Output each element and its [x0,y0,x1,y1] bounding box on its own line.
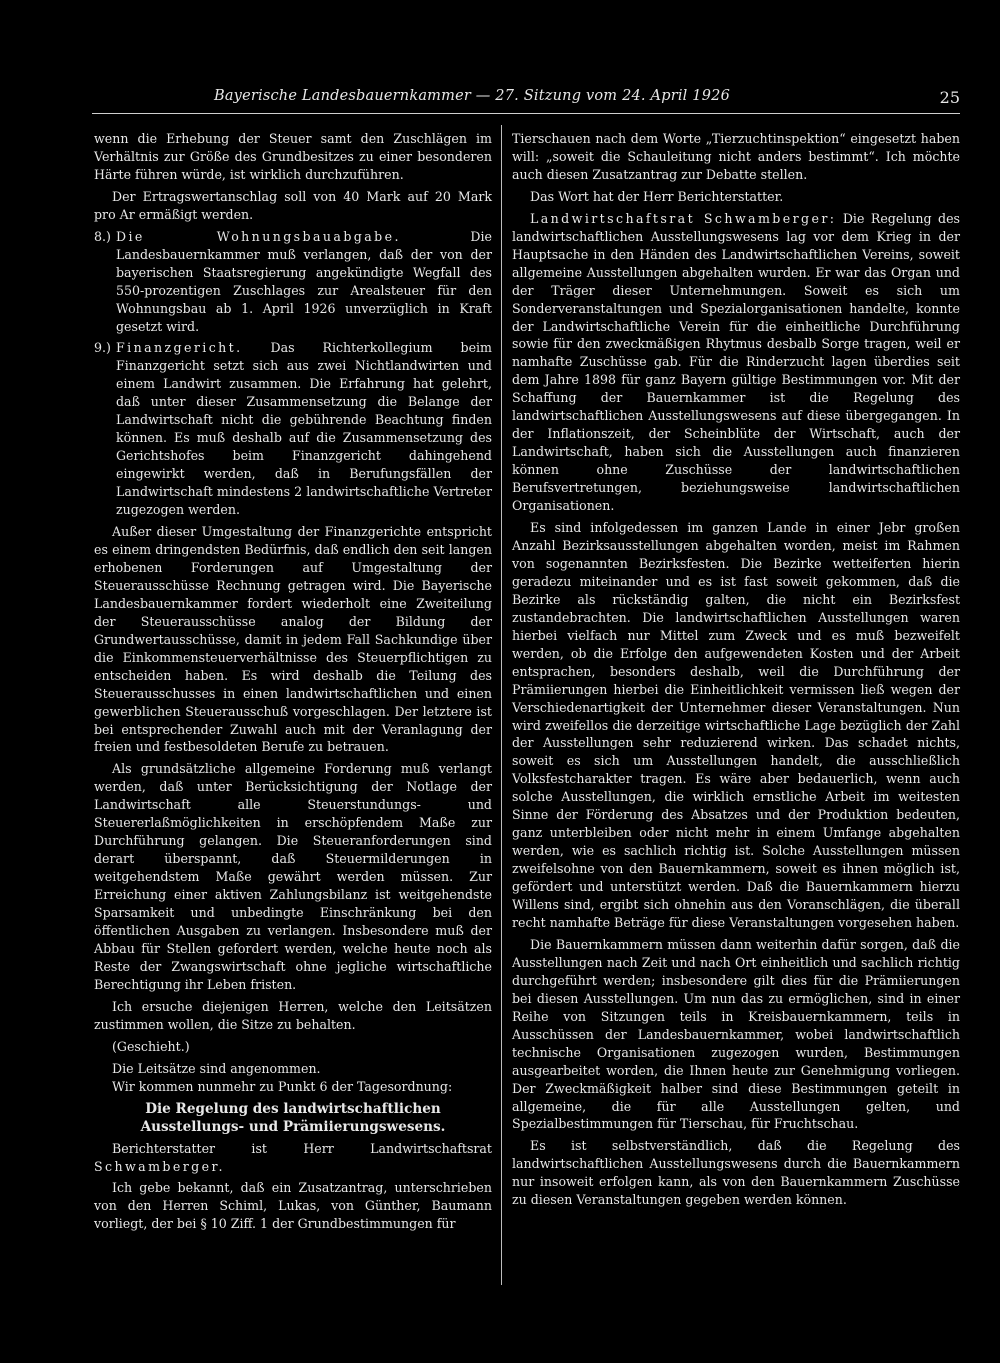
paragraph: Ich ersuche diejenigen Herren, welche den Leitsätzen zustimmen wollen, die Sitze zu behalten. [94,998,492,1032]
right-column [512,130,960,1213]
header-rule [92,113,960,114]
paragraph: (Geschieht.) [112,1038,190,1054]
item-lead: Die Wohnungsbauabgabe. [116,228,401,244]
paragraph: Wir kommen nunmehr zu Punkt 6 der Tagesordnung: [112,1078,453,1094]
page-number: 25 [939,88,960,107]
item-lead: Finanzgericht. [116,340,243,356]
item-body [116,228,492,336]
text-run: Die Regelung des landwirtschaftlichen Ausstellungswesens lag vor dem Krieg in der Hauptsache in den Händen des Landwirtschaftlichen Vereins, soweit allgemeine Ausstellungen abgehalten wurden. Er war das Organ und der Träger dieser Unternehmungen. Soweit es sich um Sonderveranstaltungen und Spezialorganisationen handelte, konnte der Landwirtschaftliche Verein für die einheitliche Durchführung sowie für den zweckmäßigen Rhytmus desbalb Sorge tragen, weil er namhafte Zuschüsse gab. Für die Rinderzucht lagen überdies seit dem Jahre 1898 für ganz Bayern gültige Bestimmungen vor. Mit der Schaffung der Bauernkammer ist die Regelung des landwirtschaftlichen Ausstellungswesens auf diese übergegangen. In der Inflationszeit, der Scheinblüte der Wirtschaft, auch der Landwirtschaft, haben sich die Ausstellungen auch finanzieren können ohne Zuschüsse der landwirtschaftlichen Berufsvertretungen, beziehungsweise landwirtschaftlichen Organisationen. [512,210,960,514]
paragraph: Die Bauernkammern müssen dann weiterhin dafür sorgen, daß die Ausstellungen nach Zeit und nach Ort einheitlich und sachlich richtig durchgeführt werden; insbesondere gilt dies für die Prämiierungen bei diesen Ausstellungen. Um nun das zu ermöglichen, sind in einer Reihe von Sitzungen teils in Kreisbauernkammern, teils in Ausschüssen der Landesbauernkammer, wobei landwirtschaftlich technische Organisationen zugezogen wurden, Bestimmungen ausgearbeitet worden, die Ihnen heute zur Genehmigung vorliegen. Der Zweckmäßigkeit halber sind diese Bestimmungen geteilt in allgemeine, die für alle Ausstellungen gelten, und Spezialbestimmungen für Tierschau, für Fruchtschau. [512,936,960,1132]
item-number: 8.) [94,228,111,244]
list-item-9 [94,339,492,519]
list-item-8 [94,228,492,336]
paragraph: Es sind infolgedessen im ganzen Lande in einer Jebr großen Anzahl Bezirksausstellungen abgehalten worden, meist im Rahmen von sogenannten Bezirksfesten. Die Bezirke wetteiferten hierin geradezu miteinander und es ist fast soweit gekommen, daß die Bezirke als rückständig galten, die nicht ein Bezirksfest zustandebrachten. Die landwirtschaftlichen Ausstellungen waren hierbei vielfach nur Mittel zum Zweck und es muß bezweifelt werden, ob die Erfolge den aufgewendeten Kosten und der Arbeit entsprachen, besonders deshalb, weil die Durchführung der Prämiierungen hierbei die Einheitlichkeit vermissen ließ wegen der Verschiedenartigkeit der Unternehmer dieser Veranstaltungen. Nun wird zweifellos die derzeitige wirtschaftliche Lage bezüglich der Zahl der Ausstellungen sehr reduzierend wirken. Das schadet nichts, soweit es sich um Ausstellungen handelt, die ausschließlich Volksfestcharakter tragen. Es wäre aber bedauerlich, wenn auch solche Ausstellungen, die wirklich ernstliche Arbeit im weitesten Sinne der Förderung des Absatzes und der Produktion bedeuten, ganz unterbleiben oder nicht mehr in einem Umfange abgehalten werden, wie es sachlich richtig ist. Solche Ausstellungen müssen zweifelsohne von den Bauernkammern, soweit es ihnen möglich ist, gefördert und unterstützt werden. Daß die Bauernkammern hierzu Willens sind, ergibt sich ohnehin aus den Voranschlägen, die überall recht namhafte Beträge für diese Veranstaltungen vorgesehen haben. [512,520,960,930]
paragraph: Es ist selbstverständlich, daß die Regelung des landwirtschaftlichen Ausstellungswesens durch die Bauernkammern nur insoweit erfolgen kann, als von den Bauernkammern Zuschüsse zu diesen Veranstaltungen gegeben werden können. [512,1138,960,1208]
running-title: Bayerische Landesbauernkammer — 27. Sitzung vom 24. April 1926 [213,88,731,104]
item-text: Die Landesbauernkammer muß verlangen, daß der von der bayerischen Staatsregierung angekündigte Wegfall des 550-prozentigen Zuschlages zur Arealsteuer für den Wohnungsbau ab 1. April 1926 unverzüglich in Kraft gesetzt wird. [116,228,492,334]
item-body [116,339,492,519]
paragraph [512,210,960,515]
paragraph: Der Ertragswertanschlag soll von 40 Mark auf 20 Mark pro Ar ermäßigt werden. [94,188,492,222]
paragraph: wenn die Erhebung der Steuer samt den Zuschlägen im Verhältnis zur Größe des Grundbesitzes zu einer besonderen Härte führen würde, ist wirklich durchzuführen. [94,131,492,182]
speaker-name: Landwirtschaftsrat Schwamberger: [530,210,837,226]
column-divider [501,125,502,1285]
paragraph: Das Wort hat der Herr Berichterstatter. [530,188,784,204]
text-run: Berichterstatter ist Herr Landwirtschaftsrat [112,1140,492,1156]
paragraph: Tierschauen nach dem Worte „Tierzuchtinspektion“ eingesetzt haben will: „soweit die Schauleitung nicht anders bestimmt“. Ich möchte auch diesen Zusatzantrag zur Debatte stellen. [512,131,960,182]
paragraph: Ich gebe bekannt, daß ein Zusatzantrag, unterschrieben von den Herren Schiml, Lukas, von Günther, Baumann vorliegt, der bei § 10 Ziff. 1 der Grundbestimmungen für [94,1180,492,1232]
paragraph: Die Leitsätze sind angenommen. [112,1060,321,1076]
item-number: 9.) [94,340,111,356]
paragraph: Als grundsätzliche allgemeine Forderung muß verlangt werden, daß unter Berücksichtigung der Notlage der Landwirtschaft alle Steuerstundungs- und Steuererlaßmöglichkeiten in erschöpfendem Maße zur Durchführung gelangen. Die Steueranforderungen sind derart überspannt, daß Steuermilderungen in weitgehendstem Maße gewährt werden müssen. Zur Erreichung einer aktiven Zahlungsbilanz ist weitgehendste Sparsamkeit und unbedingte Einschränkung bei den öffentlichen Ausgaben zu verlangen. Insbesondere muß der Abbau für Stellen gefordert werden, welche heute noch als Reste der Zwangswirtschaft ohne jegliche wirtschaftliche Berechtigung ihr Leben fristen. [94,761,492,992]
item-text: Das Richterkollegium beim Finanzgericht setzt sich aus zwei Nichtlandwirten und einem Landwirt zusammen. Die Erfahrung hat gelehrt, daß unter dieser Zusammensetzung die Belange der Landwirtschaft nicht die gebührende Beachtung finden können. Es muß deshalb auf die Zusammensetzung des Gerichtshofes beim Finanzgericht dahingehend eingewirkt werden, daß in Berufungsfällen der Landwirtschaft mindestens 2 landwirtschaftliche Vertreter zugezogen werden. [116,340,492,518]
left-column [94,130,492,1237]
paragraph: Außer dieser Umgestaltung der Finanzgerichte entspricht es einem dringendsten Bedürfnis, daß endlich den seit langen erhobenen Forderungen auf Umgestaltung der Steuerausschüsse Rechnung getragen wird. Die Bayerische Landesbauernkammer fordert wiederholt eine Zweiteilung der Steuerausschüsse analog der Bildung der Grundwertausschüsse, damit in jedem Fall Sachkundige über die Einkommensteuerverhältnisse des Steuerpflichtigen zu entscheiden haben. Es wird deshalb die Teilung des Steuerausschusses in einen landwirtschaftlichen und einen gewerblichen Steuerausschuß vorgeschlagen. Der letztere ist bei entsprechender Zuwahl auch mit der Veranlagung der freien und festbesoldeten Berufe zu betrauen. [94,524,492,755]
paragraph [94,1140,492,1176]
running-header [92,88,960,112]
section-heading: Die Regelung des landwirtschaftlichen Ausstellungs- und Prämiierungswesens. [140,1100,446,1135]
speaker-name: Schwamberger. [94,1158,225,1174]
